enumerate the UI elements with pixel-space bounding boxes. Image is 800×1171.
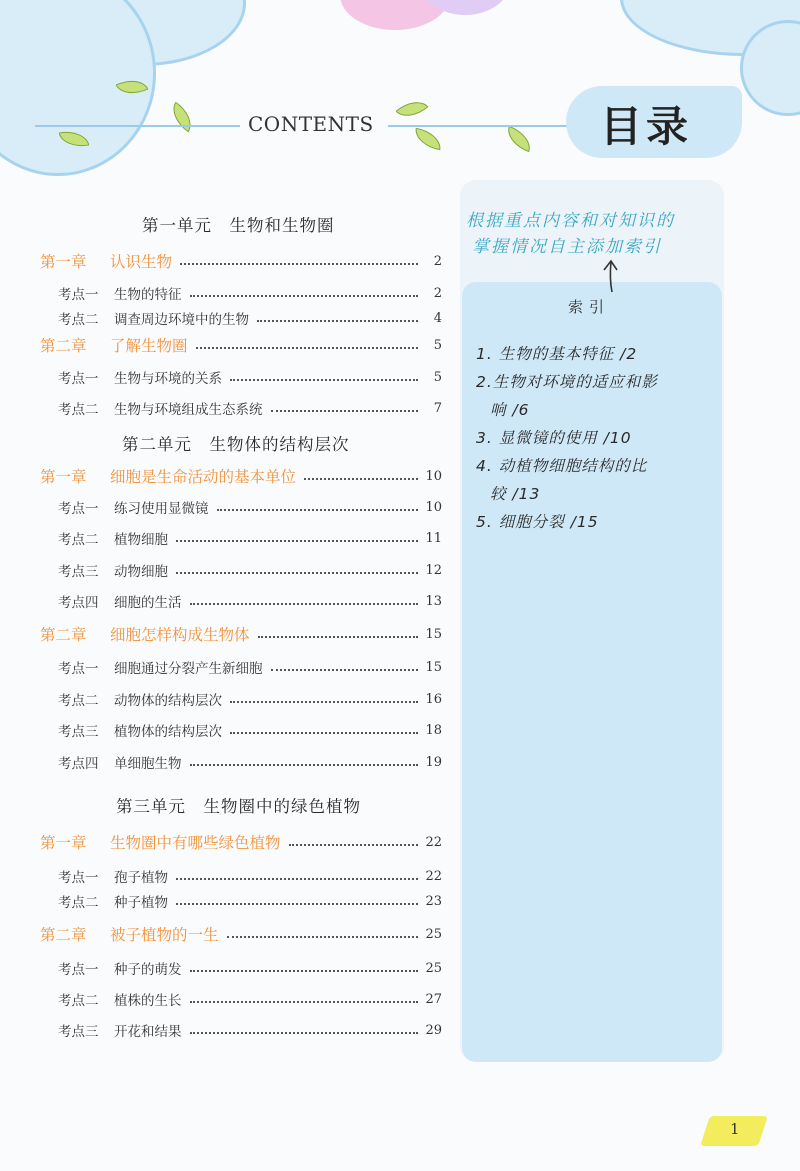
toc-topic[interactable] <box>58 528 442 548</box>
dot-leader <box>289 844 418 846</box>
page-number: 5 <box>433 337 442 353</box>
chapter-label: 第二章 <box>40 626 87 644</box>
index-item[interactable] <box>476 424 716 452</box>
topic-label: 考点一 <box>58 371 99 387</box>
dot-leader <box>180 263 418 265</box>
toc-chapter[interactable] <box>40 831 442 853</box>
dot-leader <box>176 903 418 905</box>
toc-topic[interactable] <box>58 497 442 517</box>
toc-topic[interactable] <box>58 367 442 387</box>
chapter-label: 第一章 <box>40 834 87 852</box>
leaf-icon <box>395 93 428 125</box>
dot-leader <box>258 636 418 638</box>
topic-title: 细胞的生活 <box>114 595 182 611</box>
contents-rule <box>35 125 240 127</box>
page-number: 15 <box>425 659 442 675</box>
index-item-text: 2.生物对环境的适应和影 <box>476 373 658 391</box>
index-item-text: 1. 生物的基本特征 /2 <box>476 345 638 363</box>
dot-leader <box>190 1001 419 1003</box>
toc-topic[interactable] <box>58 591 442 611</box>
topic-label: 考点一 <box>58 962 99 978</box>
page-number: 29 <box>425 1022 442 1038</box>
chapter-title: 细胞是生命活动的基本单位 <box>110 468 297 486</box>
dot-leader <box>230 701 418 703</box>
topic-title: 生物与环境的关系 <box>114 371 222 387</box>
toc-chapter[interactable] <box>40 334 442 356</box>
page-number: 10 <box>425 499 442 515</box>
toc-chapter[interactable] <box>40 250 442 272</box>
topic-title: 植株的生长 <box>114 993 182 1009</box>
toc-topic[interactable] <box>58 398 442 418</box>
page-number: 12 <box>425 562 442 578</box>
topic-title: 单细胞生物 <box>114 756 182 772</box>
index-item-text: 5. 细胞分裂 /15 <box>476 513 599 531</box>
topic-label: 考点二 <box>58 693 99 709</box>
topic-label: 考点一 <box>58 501 99 517</box>
dot-leader <box>257 320 418 322</box>
dot-leader <box>230 732 418 734</box>
toc-topic[interactable] <box>58 1020 442 1040</box>
toc-topic[interactable] <box>58 560 442 580</box>
topic-title: 细胞通过分裂产生新细胞 <box>114 661 263 677</box>
toc-topic[interactable] <box>58 989 442 1009</box>
toc-topic[interactable] <box>58 891 442 911</box>
topic-title: 动物体的结构层次 <box>114 693 222 709</box>
page-number: 19 <box>425 754 442 770</box>
chapter-label: 第一章 <box>40 468 87 486</box>
contents-rule <box>388 125 568 127</box>
dot-leader <box>304 478 418 480</box>
topic-title: 开花和结果 <box>114 1024 182 1040</box>
page-number: 23 <box>425 893 442 909</box>
topic-title: 动物细胞 <box>114 564 168 580</box>
topic-label: 考点一 <box>58 287 99 303</box>
dot-leader <box>190 1032 419 1034</box>
page-number: 15 <box>425 626 442 642</box>
topic-label: 考点二 <box>58 993 99 1009</box>
note-line: 掌握情况自主添加索引 <box>472 237 662 257</box>
topic-label: 考点二 <box>58 532 99 548</box>
page-number: 5 <box>433 369 442 385</box>
topic-title: 植物体的结构层次 <box>114 724 222 740</box>
topic-title: 生物与环境组成生态系统 <box>114 402 263 418</box>
dot-leader <box>227 936 418 938</box>
index-heading: 索引 <box>568 298 611 316</box>
index-item[interactable] <box>476 340 716 368</box>
index-item[interactable] <box>476 452 716 508</box>
page-number: 4 <box>433 310 442 326</box>
note-line: 根据重点内容和对知识的 <box>466 211 675 231</box>
toc-chapter[interactable] <box>40 465 442 487</box>
topic-title: 种子植物 <box>114 895 168 911</box>
dot-leader <box>230 379 418 381</box>
page-number: 25 <box>425 926 442 942</box>
unit-title: 第一单元 生物和生物圈 <box>142 216 335 235</box>
index-item-text: 4. 动植物细胞结构的比 <box>476 457 648 475</box>
dot-leader <box>190 970 419 972</box>
dot-leader <box>271 669 419 671</box>
topic-label: 考点一 <box>58 870 99 886</box>
topic-label: 考点一 <box>58 661 99 677</box>
dot-leader <box>217 509 419 511</box>
page-number: 22 <box>425 834 442 850</box>
arrow-up-icon <box>596 258 626 294</box>
toc-topic[interactable] <box>58 308 442 328</box>
chapter-label: 第二章 <box>40 926 87 944</box>
index-item-text: 响 /6 <box>490 401 530 419</box>
leaf-icon <box>413 128 444 151</box>
page-number: 7 <box>433 400 442 416</box>
topic-title: 种子的萌发 <box>114 962 182 978</box>
unit-title: 第二单元 生物体的结构层次 <box>122 435 350 454</box>
toc-topic[interactable] <box>58 958 442 978</box>
toc-chapter[interactable] <box>40 923 442 945</box>
toc-topic[interactable] <box>58 720 442 740</box>
topic-label: 考点二 <box>58 402 99 418</box>
toc-topic[interactable] <box>58 752 442 772</box>
index-item-text: 较 /13 <box>490 485 541 503</box>
leaf-icon <box>503 126 535 152</box>
chapter-title: 认识生物 <box>110 253 173 271</box>
topic-title: 孢子植物 <box>114 870 168 886</box>
page-number: 18 <box>425 722 442 738</box>
index-item[interactable] <box>476 508 716 536</box>
page-number: 2 <box>433 285 442 301</box>
page-number: 27 <box>425 991 442 1007</box>
topic-title: 练习使用显微镜 <box>114 501 209 517</box>
toc-topic[interactable] <box>58 689 442 709</box>
dot-leader <box>190 295 419 297</box>
topic-label: 考点二 <box>58 312 99 328</box>
unit-title: 第三单元 生物圈中的绿色植物 <box>116 797 361 816</box>
index-item[interactable] <box>476 368 716 424</box>
leaf-icon <box>165 102 198 133</box>
topic-title: 植物细胞 <box>114 532 168 548</box>
topic-label: 考点二 <box>58 895 99 911</box>
page-title: 目录 <box>600 102 693 151</box>
contents-heading: CONTENTS <box>248 112 374 136</box>
dot-leader <box>190 764 419 766</box>
index-item-text: 3. 显微镜的使用 /10 <box>476 429 632 447</box>
topic-label: 考点三 <box>58 564 99 580</box>
toc-topic[interactable] <box>58 866 442 886</box>
topic-label: 考点三 <box>58 724 99 740</box>
chapter-title: 细胞怎样构成生物体 <box>110 626 250 644</box>
topic-label: 考点四 <box>58 595 99 611</box>
page-number: 11 <box>425 530 442 546</box>
dot-leader <box>271 410 419 412</box>
chapter-title: 了解生物圈 <box>110 337 188 355</box>
dot-leader <box>196 347 418 349</box>
topic-title: 调查周边环境中的生物 <box>114 312 249 328</box>
dot-leader <box>176 540 418 542</box>
chapter-label: 第二章 <box>40 337 87 355</box>
chapter-title: 被子植物的一生 <box>110 926 219 944</box>
toc-topic[interactable] <box>58 657 442 677</box>
dot-leader <box>176 878 418 880</box>
page-number: 10 <box>425 468 442 484</box>
topic-label: 考点三 <box>58 1024 99 1040</box>
chapter-label: 第一章 <box>40 253 87 271</box>
page-number-footer: 1 <box>730 1120 740 1138</box>
topic-title: 生物的特征 <box>114 287 182 303</box>
page-number: 22 <box>425 868 442 884</box>
dot-leader <box>176 572 418 574</box>
page-number: 13 <box>425 593 442 609</box>
chapter-title: 生物圈中有哪些绿色植物 <box>110 834 281 852</box>
dot-leader <box>190 603 419 605</box>
topic-label: 考点四 <box>58 756 99 772</box>
handwritten-note <box>466 208 716 260</box>
toc-chapter[interactable] <box>40 623 442 645</box>
toc-topic[interactable] <box>58 283 442 303</box>
page-number: 25 <box>425 960 442 976</box>
page-number: 16 <box>425 691 442 707</box>
page-number: 2 <box>433 253 442 269</box>
